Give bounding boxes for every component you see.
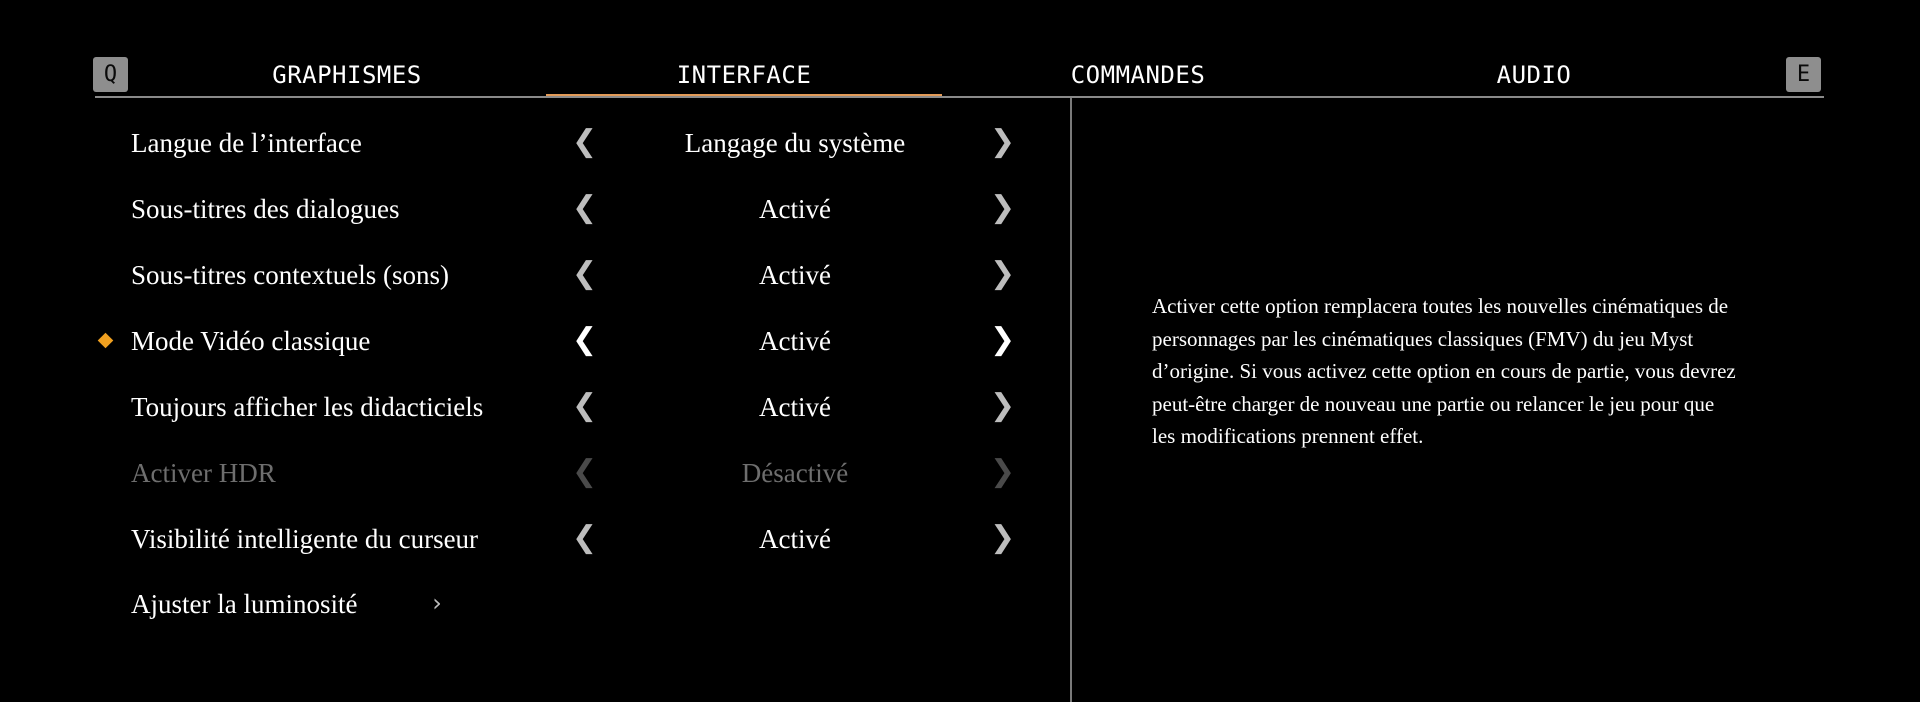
chevron-left-icon[interactable]: ❮ [572, 388, 598, 423]
setting-label: Toujours afficher les didacticiels [131, 392, 484, 422]
chevron-right-icon[interactable]: › [432, 589, 442, 617]
chevron-right-icon[interactable]: ❯ [990, 388, 1016, 423]
setting-label: Mode Vidéo classique [131, 326, 371, 356]
prev-tab-key-badge[interactable]: Q [93, 57, 128, 92]
selection-diamond-icon [98, 333, 114, 349]
chevron-left-icon[interactable]: ❮ [572, 190, 598, 225]
setting-label: Activer HDR [131, 458, 276, 488]
tab-audio[interactable]: AUDIO [1496, 61, 1572, 89]
chevron-left-icon[interactable]: ❮ [572, 520, 598, 555]
next-tab-key-badge[interactable]: E [1786, 57, 1821, 92]
chevron-left-icon[interactable]: ❮ [572, 256, 598, 291]
setting-row-classic-video-mode[interactable] [95, 316, 1035, 366]
chevron-right-icon[interactable]: ❯ [990, 190, 1016, 225]
chevron-right-icon: ❯ [990, 454, 1016, 489]
setting-value: Activé [759, 326, 831, 356]
chevron-left-icon[interactable]: ❮ [572, 322, 598, 357]
chevron-left-icon[interactable]: ❮ [572, 124, 598, 159]
tab-bar-divider [95, 96, 1824, 98]
setting-label: Sous-titres contextuels (sons) [131, 260, 449, 290]
chevron-right-icon[interactable]: ❯ [990, 256, 1016, 291]
chevron-left-icon: ❮ [572, 454, 598, 489]
setting-label: Visibilité intelligente du curseur [131, 524, 479, 554]
setting-row-adjust-brightness[interactable] [95, 579, 1035, 629]
setting-row-smart-cursor-visibility[interactable] [95, 514, 1035, 564]
chevron-right-icon[interactable]: ❯ [990, 520, 1016, 555]
chevron-right-icon[interactable]: ❯ [990, 322, 1016, 357]
tab-commandes[interactable]: COMMANDES [1070, 61, 1206, 89]
setting-row-interface-language[interactable] [95, 118, 1035, 168]
setting-value: Activé [759, 524, 831, 554]
setting-value: Désactivé [741, 458, 849, 488]
setting-description: Activer cette option remplacera toutes les nouvelles cinématiques de personnages par les cinématiques classiques (FMV) du jeu Myst d’origine. Si vous activez cette option en cours de partie, vous devrez peut-être charger de nouveau une partie ou relancer le jeu pour que les modifications prennent effet. [1152, 294, 1736, 448]
setting-label: Langue de l’interface [131, 128, 362, 158]
setting-value: Activé [759, 194, 831, 224]
chevron-right-icon[interactable]: ❯ [990, 124, 1016, 159]
setting-row-enable-hdr [95, 448, 1035, 498]
tab-interface[interactable] [546, 56, 942, 94]
setting-row-contextual-subtitles[interactable] [95, 250, 1035, 300]
setting-value: Activé [759, 260, 831, 290]
panel-divider [1070, 98, 1072, 702]
setting-row-dialogue-subtitles[interactable] [95, 184, 1035, 234]
tab-graphismes[interactable]: GRAPHISMES [272, 61, 422, 89]
tab-interface-label: INTERFACE [676, 61, 812, 89]
setting-value: Langage du système [684, 128, 906, 158]
setting-label: Ajuster la luminosité [131, 589, 358, 619]
setting-label: Sous-titres des dialogues [131, 194, 400, 224]
setting-value: Activé [759, 392, 831, 422]
setting-row-always-show-tutorials[interactable] [95, 382, 1035, 432]
